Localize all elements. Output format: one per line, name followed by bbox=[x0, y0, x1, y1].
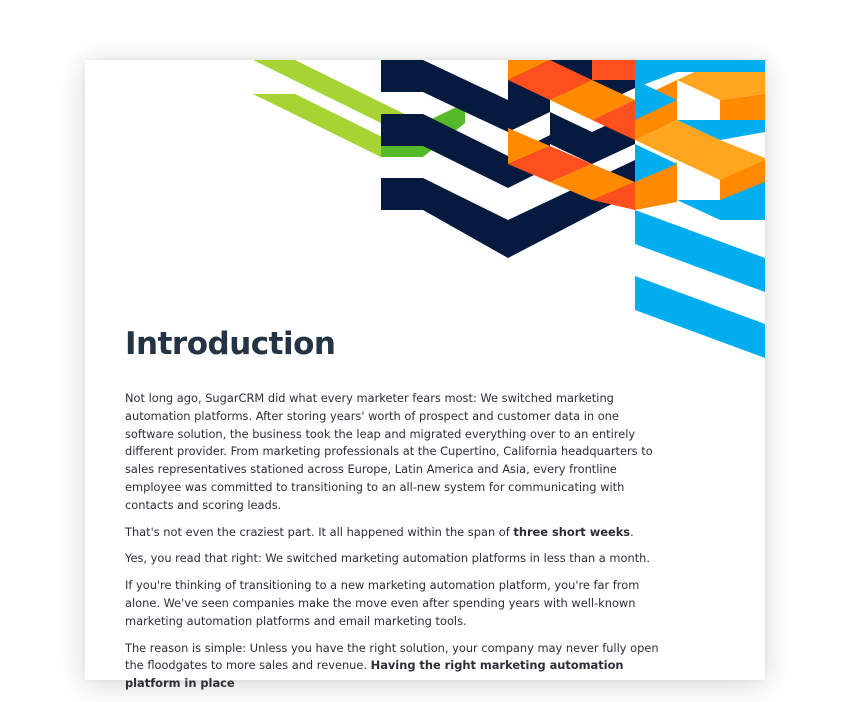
paragraph-text: If you're thinking of transitioning to a new marketing automation platform, you're far from alone. We've seen companies make the move even after spending years with well-known marketing automation platforms and email marketing tools. bbox=[125, 578, 640, 628]
paragraph-text: That's not even the craziest part. It all happened within the span of bbox=[125, 524, 514, 539]
page-title: Introduction bbox=[125, 326, 336, 362]
body-text bbox=[125, 390, 665, 702]
paragraph bbox=[125, 640, 665, 693]
paragraph-text: Not long ago, SugarCRM did what every marketer fears most: We switched marketing automation platforms. After storing years' worth of prospect and customer data in one software solution, the business took the leap and migrated everything over to an entirely different provider. From marketing professionals at the Cupertino, California headquarters to sales representatives stationed across Europe, Latin America and Asia, every frontline employee was committed to transitioning to an all-new system for communicating with contacts and scoring leads. bbox=[125, 391, 653, 512]
paragraph-text: Yes, you read that right: We switched marketing automation platforms in less than a month. bbox=[125, 551, 650, 566]
paragraph bbox=[125, 577, 665, 630]
emphasis-text: Having the right marketing automation platform in place bbox=[125, 658, 624, 691]
document-page bbox=[85, 60, 765, 691]
paragraph bbox=[125, 550, 665, 568]
paragraph-text: The reason is simple: Unless you have the right solution, your company may never fully open the floodgates to more sales and revenue. bbox=[125, 640, 659, 673]
paragraph bbox=[125, 390, 665, 515]
geometric-pattern-graphic bbox=[85, 60, 765, 360]
paragraph bbox=[125, 524, 665, 542]
paragraph-text-end: . bbox=[630, 524, 634, 539]
emphasis-text: three short weeks bbox=[513, 524, 631, 539]
